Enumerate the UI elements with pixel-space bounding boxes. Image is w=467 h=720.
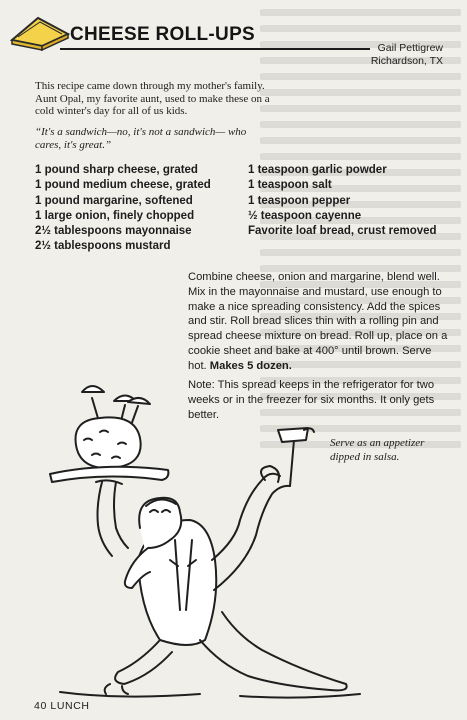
recipe-title: CHEESE ROLL-UPS <box>70 24 256 45</box>
recipe-note: Note: This spread keeps in the refrigerator for two weeks or in the freezer for six months. It only gets better. <box>188 379 435 421</box>
directions-text: Combine cheese, onion and margarine, blend well. Mix in the mayonnaise and mustard, use enough to make a nice spreading consistency. Add the spices and stir. Roll bread slices thin with a rolling pin and spread cheese mixture on bread. Roll up, place on a cookie sheet and bake at 400° until brown. Serve hot. <box>188 271 448 372</box>
ingredient: 2½ tablespoons mayonnaise <box>35 225 192 238</box>
section-name: LUNCH <box>50 700 90 712</box>
recipe-quote: “It's a sandwich—no, it's not a sandwich— who cares, it's great.” <box>35 126 247 151</box>
title-rule <box>60 48 370 50</box>
page-number: 40 <box>34 700 47 712</box>
ingredient: 1 teaspoon pepper <box>248 194 351 207</box>
contributor-location: Richardson, TX <box>370 55 443 67</box>
ingredient: Favorite loaf bread, crust removed <box>248 225 437 238</box>
ingredient: 1 pound sharp cheese, grated <box>35 164 198 176</box>
ingredients-left <box>35 163 211 255</box>
ingredient: 1 large onion, finely chopped <box>35 209 195 222</box>
sandwich-logo-icon <box>8 10 72 52</box>
ingredient: 2½ tablespoons mustard <box>35 240 171 253</box>
ingredient: ½ teaspoon cayenne <box>248 209 362 222</box>
dinosaur-waiter-illustration <box>0 370 467 700</box>
ingredients-right <box>248 163 437 239</box>
ingredient: 1 teaspoon salt <box>248 179 332 192</box>
ingredient: 1 pound margarine, softened <box>35 194 193 207</box>
serving-tip: Serve as an appetizer dipped in salsa. <box>330 437 425 463</box>
ingredient: 1 pound medium cheese, grated <box>35 179 211 192</box>
recipe-intro: This recipe came down through my mother's family. Aunt Opal, my favorite aunt, used to make these on a cold winter's day for all of us kids. <box>35 80 270 117</box>
page-footer <box>34 700 90 712</box>
recipe-directions <box>188 270 450 374</box>
contributor <box>371 42 443 68</box>
ingredient: 1 teaspoon garlic powder <box>248 164 387 176</box>
recipe-yield: Makes 5 dozen. <box>209 359 292 372</box>
contributor-name: Gail Pettigrew <box>377 42 443 54</box>
